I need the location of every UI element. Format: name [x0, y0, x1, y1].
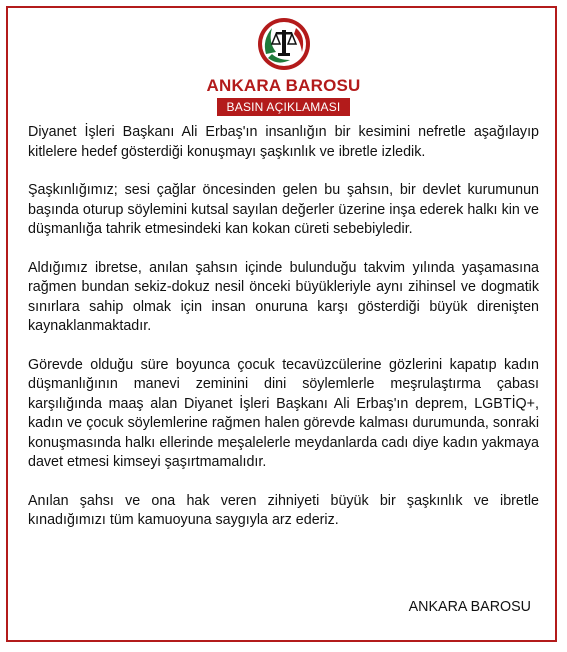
bar-association-logo	[252, 14, 316, 74]
letterhead	[0, 14, 567, 116]
paragraph: Anılan şahsı ve ona hak veren zihniyeti büyük bir şaşkınlık ve ibretle kınadığımızı tüm kamuoyuna saygıyla arz ederiz.	[28, 492, 539, 528]
paragraph: Aldığımız ibretse, anılan şahsın içinde bulunduğu takvim yılında yaşamasına rağmen bundan sekiz-dokuz nesil önceki büyükleriyle aynı zihinsel ve dogmatik sınırlara sahip olmak için insan onuruna karşı gösterdiği büyük direnişten kaynaklanmaktadır.	[28, 259, 539, 334]
paragraph: Görevde olduğu süre boyunca çocuk tecavüzcülerine gözlerini kapatıp kadın düşmanlığının manevi zeminini dini söylemlerle meşrulaştırma çabası karşılığında maaş alan Diyanet İşleri Başkanı Ali Erbaş'ın deprem, LGBTİQ+, kadın ve çocuk söylemlerine rağmen halen görevde kalması durumunda, sonraki konuşmasında halkı ellerinde meşalelerle meydanlarda cadı diye kadın yakmaya davet etmesi kimseyi şaşırtmamalıdır.	[28, 356, 539, 470]
paragraph: Diyanet İşleri Başkanı Ali Erbaş'ın insanlığın bir kesimini nefretle aşağılayıp kitlelere hedef gösterdiği konuşmayı şaşkınlık ve ibretle izledik.	[28, 124, 539, 160]
signature: ANKARA BAROSU	[408, 599, 531, 615]
press-release-badge: BASIN AÇIKLAMASI	[217, 98, 351, 116]
statement-body	[28, 123, 539, 550]
paragraph: Şaşkınlığımız; sesi çağlar öncesinden gelen bu şahsın, bir devlet kurumunun başında oturup söylemini kutsal sayılan değerler üzerine inşa ederek halkı kin ve düşmanlığa tahrik etmesindeki kan kokan cüreti sebebiyledir.	[28, 182, 539, 237]
organization-name: ANKARA BAROSU	[206, 76, 361, 95]
